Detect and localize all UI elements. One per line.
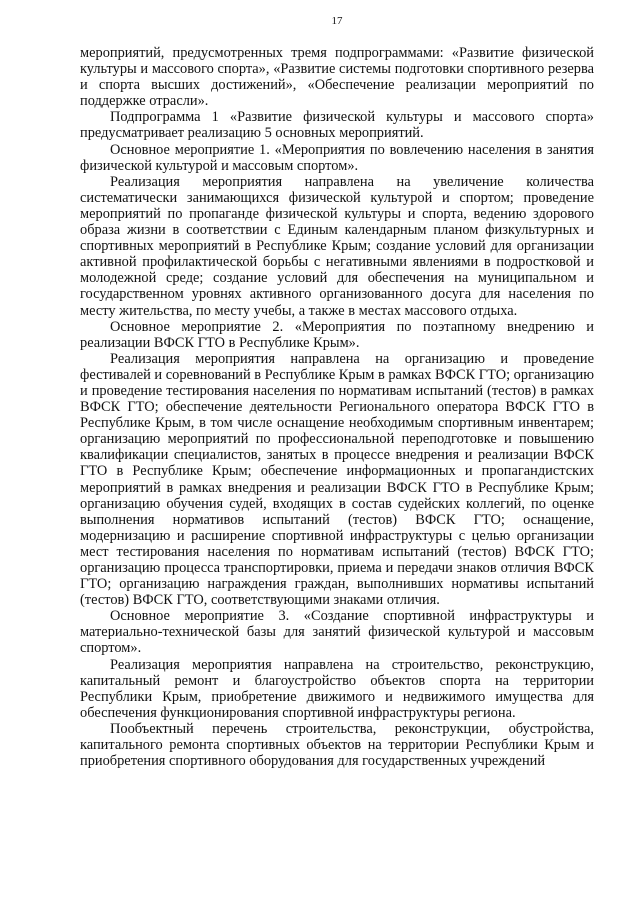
paragraph-measure-2-title: Основное мероприятие 2. «Мероприятия по поэтапному внедрению и реализации ВФСК ГТО в Республике Крым». [80,318,594,351]
paragraph-measure-1-title: Основное мероприятие 1. «Мероприятия по вовлечению населения в занятия физической культурой и массовым спортом». [80,141,594,174]
paragraph-measure-2-body: Реализация мероприятия направлена на организацию и проведение фестивалей и соревнований в Республике Крым в рамках ВФСК ГТО; организацию и проведение тестирования населения по нормативам испытаний (тестов) в рамках ВФСК ГТО; обеспечение деятельности Регионального оператора ВФСК ГТО в Республике Крым, в том числе оснащение необходимым спортивным инвентарем; организацию мероприятий по профессиональной переподготовке и повышению квалификации специалистов, занятых в процессе внедрения и реализации ВФСК ГТО в Республике Крым; обеспечение информационных и пропагандистских мероприятий в рамках внедрения и реализации ВФСК ГТО в Республике Крым; организацию обучения судей, входящих в состав судейских коллегий, по оценке выполнения нормативов испытаний (тестов) ВФСК ГТО; оснащение, модернизацию и расширение спортивной инфраструктуры с целью организации мест тестирования населения по нормативам испытаний (тестов) ВФСК ГТО; организацию процесса транспортировки, приема и передачи знаков отличия ВФСК ГТО; организацию награждения граждан, выполнивших нормативы испытаний (тестов) ВФСК ГТО, соответствующими знаками отличия. [80,350,594,609]
page-number: 17 [331,15,343,27]
paragraph-measure-1-body: Реализация мероприятия направлена на увеличение количества систематически занимающихся физической культурой и спортом; проведение мероприятий по пропаганде физической культуры и спорта, ведению здорового образа жизни в соответствии с Единым календарным планом физкультурных и спортивных мероприятий в Республике Крым; создание условий для организации активной профилактической борьбы с негативными явлениями в подростковой и молодежной среде; создание условий для обеспечения на муниципальном и государственном уровнях активного организованного досуга для населения по месту жительства, по месту учебы, а также в местах массового отдыха. [80,173,594,319]
paragraph-subprogram-1: Подпрограмма 1 «Развитие физической культуры и массового спорта» предусматривает реализацию 5 основных мероприятий. [80,109,594,142]
paragraph-measure-3-body: Реализация мероприятия направлена на строительство, реконструкцию, капитальный ремонт и благоустройство объектов спорта на территории Республики Крым, приобретение движимого и недвижимого имущества для обеспечения функционирования спортивной инфраструктуры региона. [80,656,594,721]
paragraph-continuation: мероприятий, предусмотренных тремя подпрограммами: «Развитие физической культуры и массового спорта», «Развитие системы подготовки спортивного резерва и спорта высших достижений», «Обеспечение реализации мероприятий по поддержке отрасли». [80,45,594,110]
paragraph-object-list: Пообъектный перечень строительства, реконструкции, обустройства, капитального ремонта спортивных объектов на территории Республики Крым и приобретения спортивного оборудования для государственных учреждений [80,720,594,770]
paragraph-measure-3-title: Основное мероприятие 3. «Создание спортивной инфраструктуры и материально-технической базы для занятий физической культурой и массовым спортом». [80,608,594,657]
